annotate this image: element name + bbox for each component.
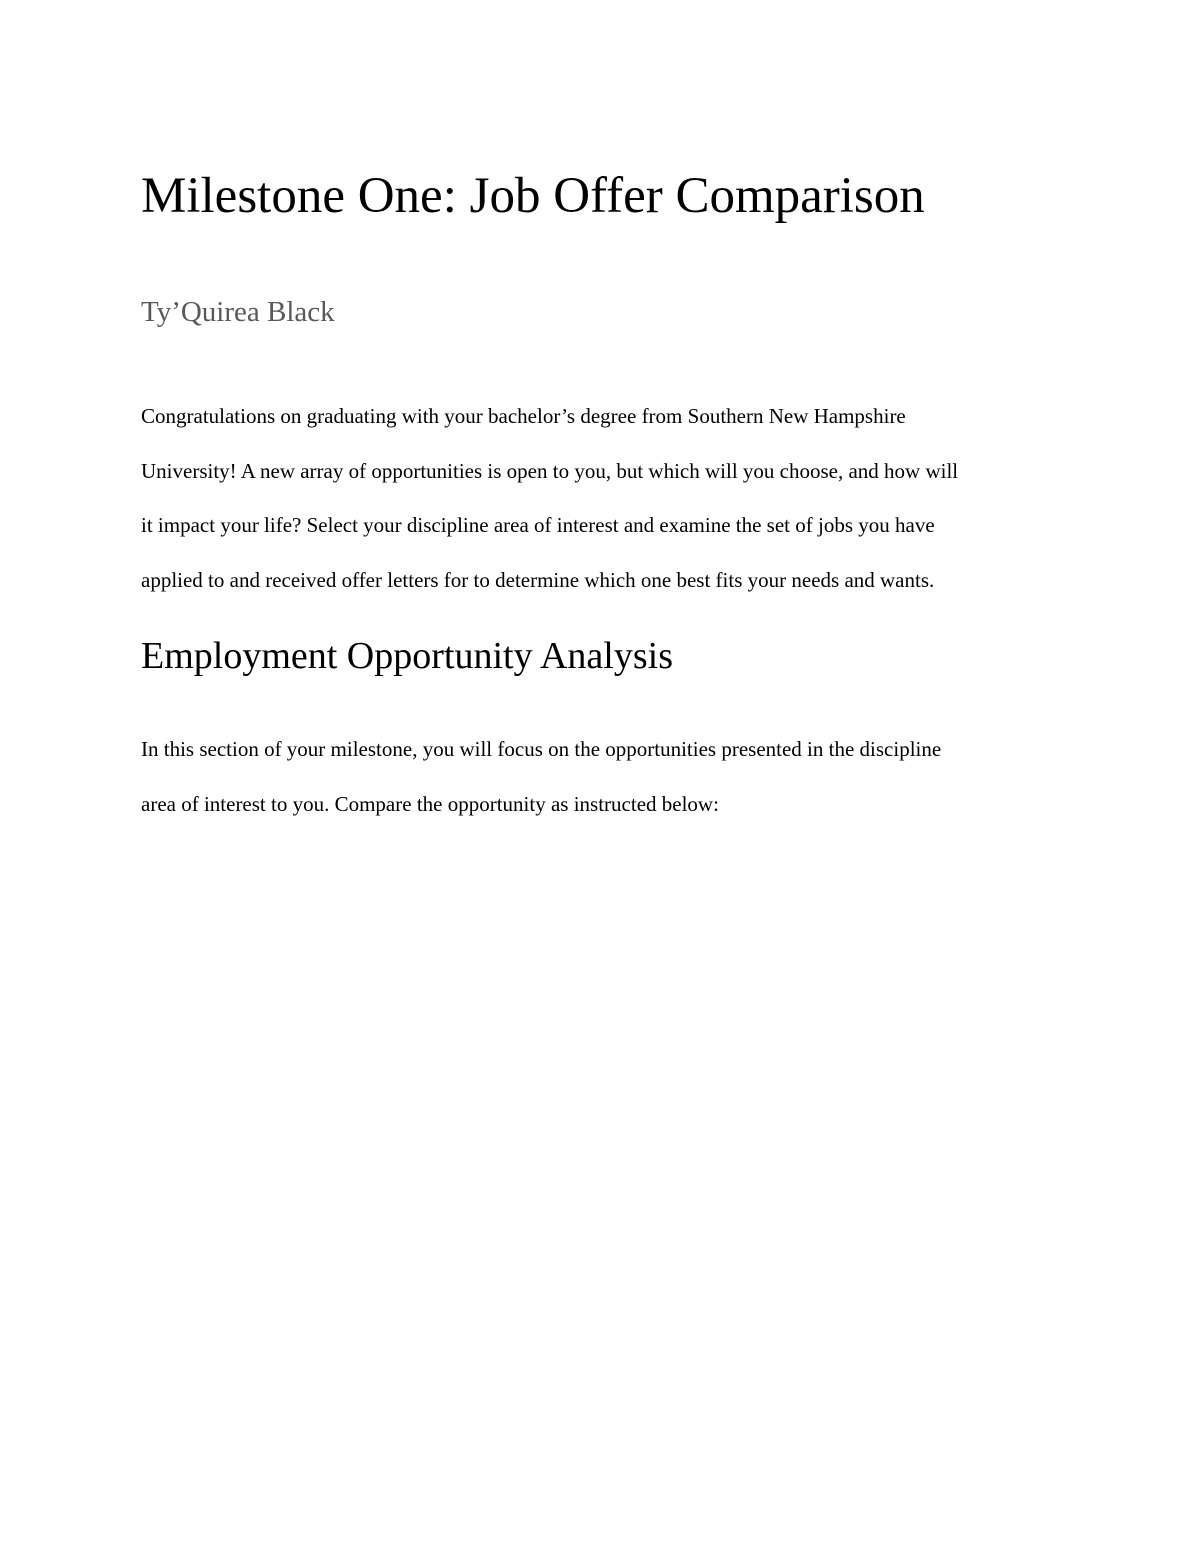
intro-paragraph: [141, 389, 1076, 607]
intro-line: University! A new array of opportunities is open to you, but which will you choose, and how will: [141, 458, 959, 483]
document-author: Ty’Quirea Black: [141, 296, 335, 328]
document-title: Milestone One: Job Offer Comparison: [141, 168, 925, 224]
section-line: area of interest to you. Compare the opportunity as instructed below:: [141, 791, 719, 816]
intro-line: Congratulations on graduating with your bachelor’s degree from Southern New Hampshire: [141, 404, 906, 428]
intro-line: it impact your life? Select your discipline area of interest and examine the set of jobs you have: [141, 513, 935, 537]
intro-line: applied to and received offer letters for to determine which one best fits your needs and wants.: [141, 567, 935, 592]
section-heading: Employment Opportunity Analysis: [141, 635, 673, 677]
section-paragraph: [141, 722, 1076, 831]
section-line: In this section of your milestone, you will focus on the opportunities presented in the discipline: [141, 737, 942, 761]
